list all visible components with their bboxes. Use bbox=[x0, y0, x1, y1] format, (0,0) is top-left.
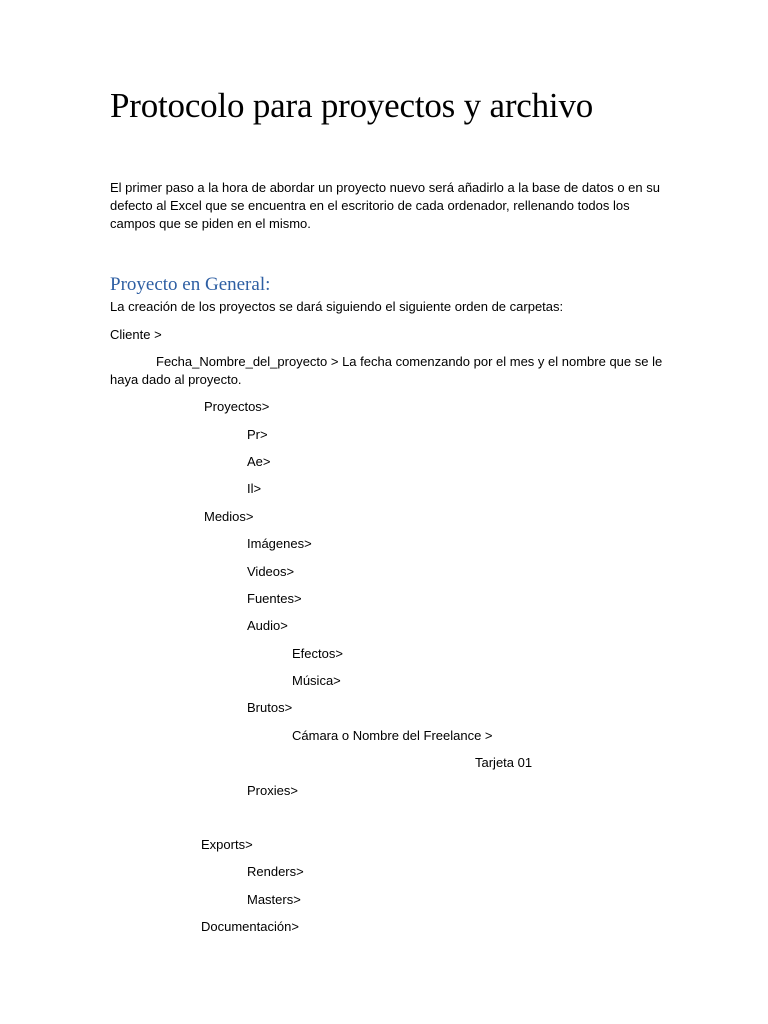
section-heading: Proyecto en General: bbox=[110, 274, 271, 295]
folder-il: Il> bbox=[247, 481, 262, 496]
folder-videos: Videos> bbox=[247, 564, 295, 579]
folder-documentacion: Documentación> bbox=[201, 919, 299, 934]
folder-camara: Cámara o Nombre del Freelance > bbox=[292, 728, 493, 743]
folder-exports: Exports> bbox=[201, 837, 253, 852]
intro-paragraph: El primer paso a la hora de abordar un proyecto nuevo será añadirlo a la base de datos o en su defecto al Excel que se encuentra en el escritorio de cada ordenador, rellenando todos los campos que se piden en el mismo. bbox=[110, 180, 660, 231]
folder-tarjeta: Tarjeta 01 bbox=[475, 755, 533, 770]
document-title: Protocolo para proyectos y archivo bbox=[110, 86, 594, 125]
folder-audio: Audio> bbox=[247, 618, 288, 633]
folder-proyectos: Proyectos> bbox=[204, 399, 270, 414]
folder-renders: Renders> bbox=[247, 864, 304, 879]
folder-masters: Masters> bbox=[247, 892, 301, 907]
folder-fuentes: Fuentes> bbox=[247, 591, 302, 606]
folder-proxies: Proxies> bbox=[247, 783, 298, 798]
folder-efectos: Efectos> bbox=[292, 646, 343, 661]
folder-cliente: Cliente > bbox=[110, 327, 162, 342]
folder-imagenes: Imágenes> bbox=[247, 536, 312, 551]
folder-brutos: Brutos> bbox=[247, 700, 293, 715]
section-intro-text: La creación de los proyectos se dará siguiendo el siguiente orden de carpetas: bbox=[110, 299, 564, 314]
folder-medios: Medios> bbox=[204, 509, 254, 524]
folder-ae: Ae> bbox=[247, 454, 271, 469]
folder-musica: Música> bbox=[292, 673, 341, 688]
folder-pr: Pr> bbox=[247, 427, 268, 442]
folder-fecha-description: Fecha_Nombre_del_proyecto > La fecha comenzando por el mes y el nombre que se le haya dado al proyecto. bbox=[110, 354, 663, 387]
